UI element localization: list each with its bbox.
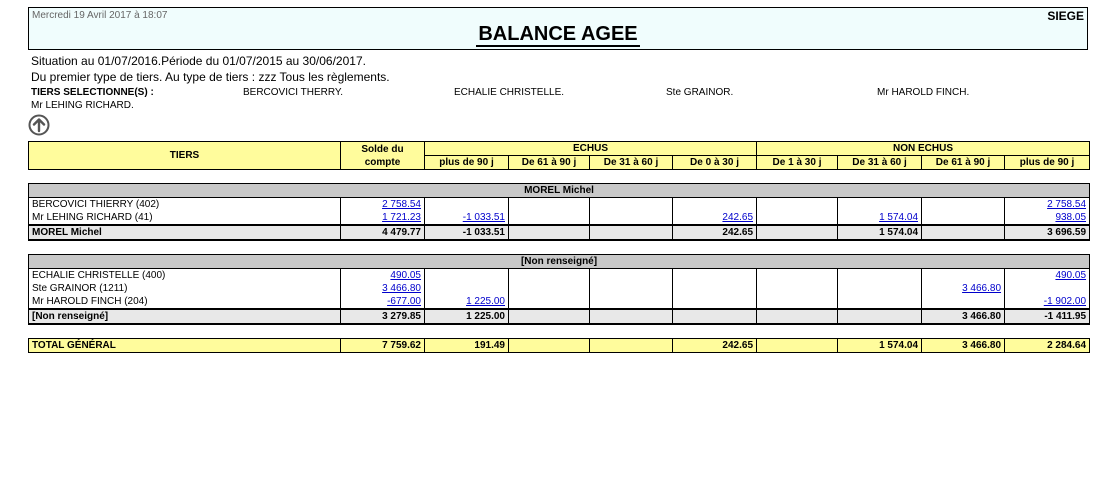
amount-link[interactable]: 490.05 [390, 270, 421, 281]
amount-cell [838, 282, 922, 295]
table-row[interactable] [29, 282, 1090, 295]
amount-cell [757, 339, 838, 353]
amount-link[interactable]: 2 758.54 [1047, 199, 1087, 210]
amount-cell [1005, 198, 1090, 212]
amount-link[interactable]: 3 466.80 [962, 283, 1002, 294]
spacer-row [29, 324, 1090, 339]
aged-balance-table [28, 141, 1090, 353]
site-label: SIEGE [1047, 9, 1084, 23]
col-header-nonechus-1-30: De 1 à 30 j [757, 156, 838, 170]
amount-cell [757, 295, 838, 309]
amount-link[interactable]: 1 721.23 [382, 212, 421, 223]
amount-cell: 3 696.59 [1005, 225, 1090, 240]
amount-cell [341, 211, 425, 225]
selected-tiers-item: Mr LEHING RICHARD. [31, 100, 134, 111]
amount-cell [425, 282, 509, 295]
amount-cell [673, 198, 757, 212]
spacer-row [29, 240, 1090, 255]
amount-cell [509, 269, 590, 283]
amount-link[interactable]: -677.00 [387, 296, 421, 307]
tiers-name[interactable]: BERCOVICI THIERRY (402) [29, 198, 341, 212]
print-date: Mercredi 19 Avril 2017 à 18:07 [32, 10, 168, 21]
amount-cell: 2 284.64 [1005, 339, 1090, 353]
selected-tiers-item: Mr HAROLD FINCH. [877, 87, 970, 98]
col-header-tiers: TIERS [29, 142, 341, 170]
amount-cell: 3 466.80 [922, 309, 1005, 324]
tiers-name: [Non renseigné] [29, 309, 341, 324]
amount-cell [838, 309, 922, 324]
amount-cell [509, 295, 590, 309]
report-header [28, 7, 1088, 50]
tiers-name[interactable]: Mr HAROLD FINCH (204) [29, 295, 341, 309]
amount-link[interactable]: 938.05 [1055, 212, 1087, 223]
amount-cell [1005, 295, 1090, 309]
amount-cell [757, 198, 838, 212]
amount-cell [509, 282, 590, 295]
amount-cell [590, 269, 673, 283]
amount-link[interactable]: 2 758.54 [382, 199, 421, 210]
amount-cell [838, 198, 922, 212]
col-header-non-echus: NON ECHUS [757, 142, 1090, 156]
col-header-nonechus-31-60: De 31 à 60 j [838, 156, 922, 170]
amount-cell [838, 269, 922, 283]
tiers-name[interactable]: Ste GRAINOR (1211) [29, 282, 341, 295]
amount-cell: -1 411.95 [1005, 309, 1090, 324]
amount-cell: 4 479.77 [341, 225, 425, 240]
report-title: BALANCE AGEE [478, 23, 638, 45]
amount-cell [1005, 211, 1090, 225]
amount-cell [757, 225, 838, 240]
amount-cell: 191.49 [425, 339, 509, 353]
amount-cell: 3 279.85 [341, 309, 425, 324]
table-header-row [29, 142, 1090, 156]
spacer-row [29, 170, 1090, 184]
grand-total-row [29, 339, 1090, 353]
amount-cell [673, 282, 757, 295]
tiers-name[interactable]: Mr LEHING RICHARD (41) [29, 211, 341, 225]
amount-cell: 1 574.04 [838, 339, 922, 353]
col-header-echus-31-60: De 31 à 60 j [590, 156, 673, 170]
col-header-nonechus-61-90: De 61 à 90 j [922, 156, 1005, 170]
table-row[interactable] [29, 198, 1090, 212]
amount-cell: 1 574.04 [838, 225, 922, 240]
amount-link[interactable]: 490.05 [1055, 270, 1087, 281]
amount-cell [425, 295, 509, 309]
table-row[interactable] [29, 211, 1090, 225]
amount-cell [509, 225, 590, 240]
amount-cell: 242.65 [673, 225, 757, 240]
amount-cell [757, 282, 838, 295]
selected-tiers-item: ECHALIE CHRISTELLE. [454, 87, 565, 98]
amount-cell: 242.65 [673, 339, 757, 353]
amount-cell [1005, 269, 1090, 283]
amount-cell: 3 466.80 [922, 339, 1005, 353]
amount-cell [590, 309, 673, 324]
amount-cell [341, 269, 425, 283]
amount-cell [673, 309, 757, 324]
amount-cell [1005, 282, 1090, 295]
amount-cell [673, 295, 757, 309]
amount-cell [922, 269, 1005, 283]
amount-cell [425, 211, 509, 225]
amount-cell [509, 339, 590, 353]
tiers-name: MOREL Michel [29, 225, 341, 240]
amount-cell [341, 198, 425, 212]
amount-cell [922, 225, 1005, 240]
amount-link[interactable]: -1 033.51 [462, 212, 505, 223]
amount-cell [590, 295, 673, 309]
table-row[interactable] [29, 295, 1090, 309]
amount-cell [425, 269, 509, 283]
subtotal-row [29, 309, 1090, 324]
tiers-name: TOTAL GÉNÉRAL [29, 339, 341, 353]
amount-cell: 1 225.00 [425, 309, 509, 324]
amount-cell [509, 309, 590, 324]
col-header-echus-61-90: De 61 à 90 j [509, 156, 590, 170]
amount-cell [922, 198, 1005, 212]
arrow-up-icon[interactable] [28, 114, 50, 136]
group-header-row [29, 255, 1090, 269]
tiers-type-info: Du premier type de tiers. Au type de tiers : zzz Tous les règlements. [31, 70, 390, 84]
col-header-nonechus-plus90: plus de 90 j [1005, 156, 1090, 170]
group-name: MOREL Michel [29, 184, 1090, 198]
amount-cell [757, 309, 838, 324]
selected-tiers-label: TIERS SELECTIONNE(S) : [31, 87, 154, 98]
col-header-echus-plus90: plus de 90 j [425, 156, 509, 170]
amount-cell [838, 295, 922, 309]
col-header-echus: ECHUS [425, 142, 757, 156]
tiers-name[interactable]: ECHALIE CHRISTELLE (400) [29, 269, 341, 283]
amount-cell: 7 759.62 [341, 339, 425, 353]
amount-cell [509, 198, 590, 212]
amount-cell [341, 295, 425, 309]
amount-cell [838, 211, 922, 225]
amount-cell [757, 211, 838, 225]
amount-cell [590, 225, 673, 240]
amount-link[interactable]: -1 902.00 [1043, 296, 1087, 307]
amount-cell: -1 033.51 [425, 225, 509, 240]
amount-link[interactable]: 3 466.80 [382, 283, 421, 294]
group-header-row [29, 184, 1090, 198]
col-header-echus-0-30: De 0 à 30 j [673, 156, 757, 170]
amount-cell [922, 295, 1005, 309]
amount-cell [590, 339, 673, 353]
amount-cell [341, 282, 425, 295]
subtotal-row [29, 225, 1090, 240]
amount-cell [922, 282, 1005, 295]
amount-link[interactable]: 1 574.04 [879, 212, 919, 223]
amount-cell [673, 269, 757, 283]
amount-cell [757, 269, 838, 283]
table-row[interactable] [29, 269, 1090, 283]
amount-cell [590, 211, 673, 225]
selected-tiers-item: Ste GRAINOR. [666, 87, 734, 98]
amount-cell [590, 198, 673, 212]
amount-cell [509, 211, 590, 225]
amount-link[interactable]: 242.65 [722, 212, 754, 223]
amount-cell [673, 211, 757, 225]
amount-cell [922, 211, 1005, 225]
col-header-solde: Solde du compte [341, 142, 425, 170]
amount-cell [590, 282, 673, 295]
group-name: [Non renseigné] [29, 255, 1090, 269]
period-info: Situation au 01/07/2016.Période du 01/07/2015 au 30/06/2017. [31, 54, 366, 68]
amount-cell [425, 198, 509, 212]
selected-tiers-item: BERCOVICI THERRY. [243, 87, 344, 98]
amount-link[interactable]: 1 225.00 [466, 296, 505, 307]
